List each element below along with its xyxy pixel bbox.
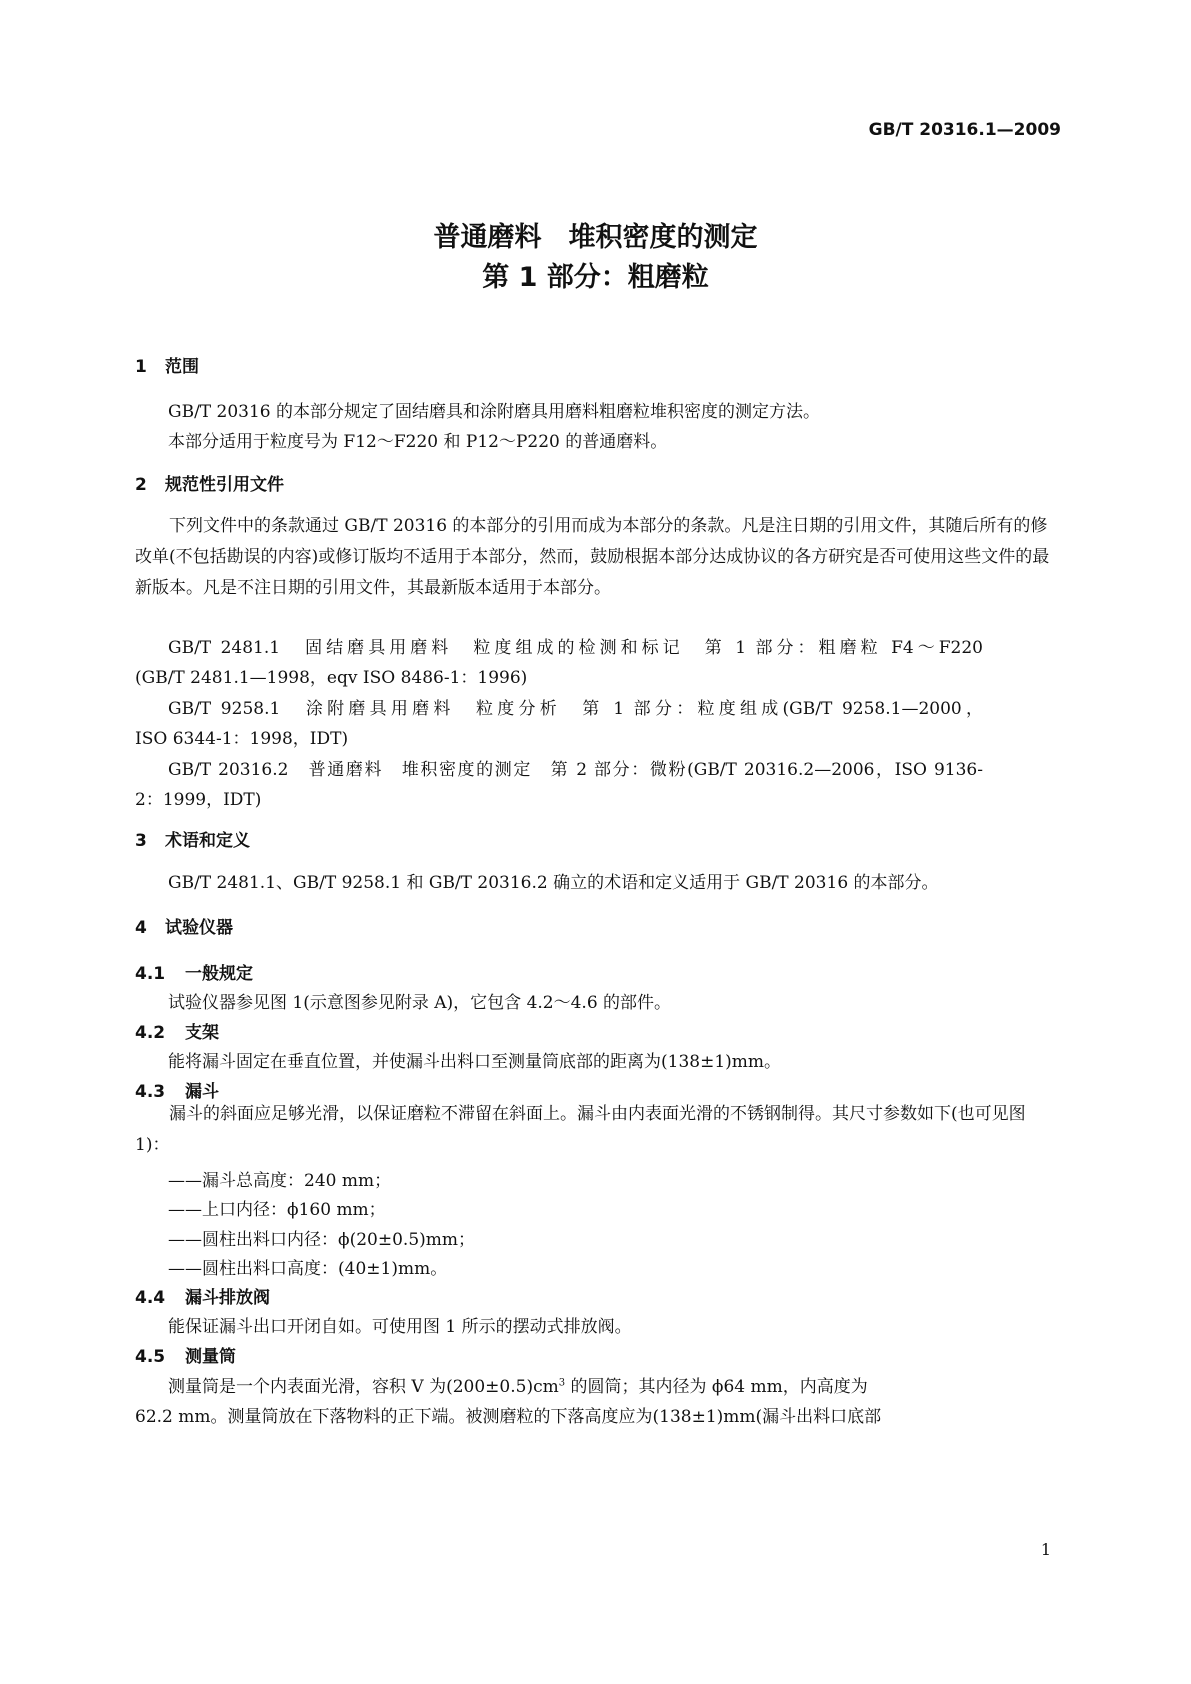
subsection-number: 4.2 (135, 1023, 166, 1043)
paragraph: 能保证漏斗出口开闭自如。可使用图 1 所示的摆动式排放阀。 (168, 1317, 632, 1337)
section-title: 规范性引用文件 (165, 475, 284, 495)
text-run: 的圆筒；其内径为 ϕ64 mm，内高度为 (565, 1377, 868, 1397)
subsection-number: 4.5 (135, 1347, 166, 1367)
subsection-number: 4.3 (135, 1082, 166, 1102)
subsection-title: 一般规定 (185, 964, 253, 984)
reference-entry: GB/T 9258.1 涂附磨具用磨料 粒度分析 第 1 部分：粒度组成(GB/T 9258.1—2000， (168, 699, 983, 719)
paragraph: GB/T 20316 的本部分规定了固结磨具和涂附磨具用磨料粗磨粒堆积密度的测定方法。 (168, 402, 821, 422)
paragraph-cont: 62.2 mm。测量筒放在下落物料的正下端。被测磨粒的下落高度应为(138±1)mm(漏斗出料口底部 (135, 1407, 882, 1427)
superscript: 3 (558, 1377, 566, 1389)
paragraph: 漏斗的斜面应足够光滑，以保证磨粒不滞留在斜面上。漏斗由内表面光滑的不锈钢制得。其尺寸参数如下(也可见图 1)： (135, 1104, 1026, 1155)
subsection-title: 漏斗排放阀 (185, 1288, 270, 1308)
subsection-4-5-heading (135, 1342, 236, 1367)
reference-entry-cont: 2：1999，IDT) (135, 790, 262, 810)
reference-entry-cont: (GB/T 2481.1—1998，eqv ISO 8486-1：1996) (135, 668, 528, 688)
subsection-title: 支架 (185, 1023, 219, 1043)
subsection-4-2-heading (135, 1018, 219, 1043)
section-4-heading (135, 913, 233, 938)
section-2-heading (135, 470, 284, 495)
section-number: 2 (135, 475, 147, 495)
page-number: 1 (1040, 1540, 1051, 1559)
paragraph: 下列文件中的条款通过 GB/T 20316 的本部分的引用而成为本部分的条款。凡是注日期的引用文件，其随后所有的修改单(不包括勘误的内容)或修订版均不适用于本部分，然而，鼓励根据本部分达成协议的各方研究是否可使用这些文件的最新版本。凡是不注日期的引用文件，其最新版本适用于本部分。 (135, 516, 1050, 598)
section-title: 试验仪器 (165, 918, 233, 938)
reference-entry: GB/T 20316.2 普通磨料 堆积密度的测定 第 2 部分：微粉(GB/T 20316.2—2006，ISO 9136- (168, 760, 983, 780)
list-item: ——圆柱出料口高度：(40±1)mm。 (168, 1259, 448, 1279)
subsection-number: 4.4 (135, 1288, 166, 1308)
section-number: 4 (135, 918, 147, 938)
subsection-4-4-heading (135, 1283, 270, 1308)
paragraph: 试验仪器参见图 1(示意图参见附录 A)，它包含 4.2～4.6 的部件。 (168, 993, 672, 1013)
paragraph: 能将漏斗固定在垂直位置，并使漏斗出料口至测量筒底部的距离为(138±1)mm。 (168, 1052, 782, 1072)
section-title: 术语和定义 (165, 831, 250, 851)
reference-entry-cont: ISO 6344-1：1998，IDT) (135, 729, 349, 749)
text-run: 测量筒是一个内表面光滑，容积 V 为(200±0.5)cm (168, 1377, 559, 1397)
subsection-number: 4.1 (135, 964, 166, 984)
standard-number: GB/T 20316.1—2009 (868, 120, 1061, 140)
section-3-heading (135, 826, 250, 851)
section-1-heading (135, 352, 199, 377)
subsection-4-1-heading (135, 959, 253, 984)
list-item: ——漏斗总高度：240 mm； (168, 1171, 392, 1191)
section-number: 3 (135, 831, 147, 851)
list-item: ——圆柱出料口内径：ϕ(20±0.5)mm； (168, 1230, 476, 1250)
section-title: 范围 (165, 357, 199, 377)
subsection-title: 测量筒 (185, 1347, 236, 1367)
list-item: ——上口内径：ϕ160 mm； (168, 1200, 386, 1220)
paragraph: GB/T 2481.1、GB/T 9258.1 和 GB/T 20316.2 确立的术语和定义适用于 GB/T 20316 的本部分。 (168, 873, 939, 893)
document-subtitle: 第 1 部分：粗磨粒 (482, 262, 709, 293)
subsection-title: 漏斗 (185, 1082, 219, 1102)
document-title: 普通磨料 堆积密度的测定 (433, 222, 758, 253)
section-number: 1 (135, 357, 147, 377)
reference-entry: GB/T 2481.1 固结磨具用磨料 粒度组成的检测和标记 第 1 部分：粗磨粒 F4～F220 (168, 638, 983, 658)
paragraph (168, 1372, 868, 1397)
paragraph: 本部分适用于粒度号为 F12～F220 和 P12～P220 的普通磨料。 (168, 432, 668, 452)
